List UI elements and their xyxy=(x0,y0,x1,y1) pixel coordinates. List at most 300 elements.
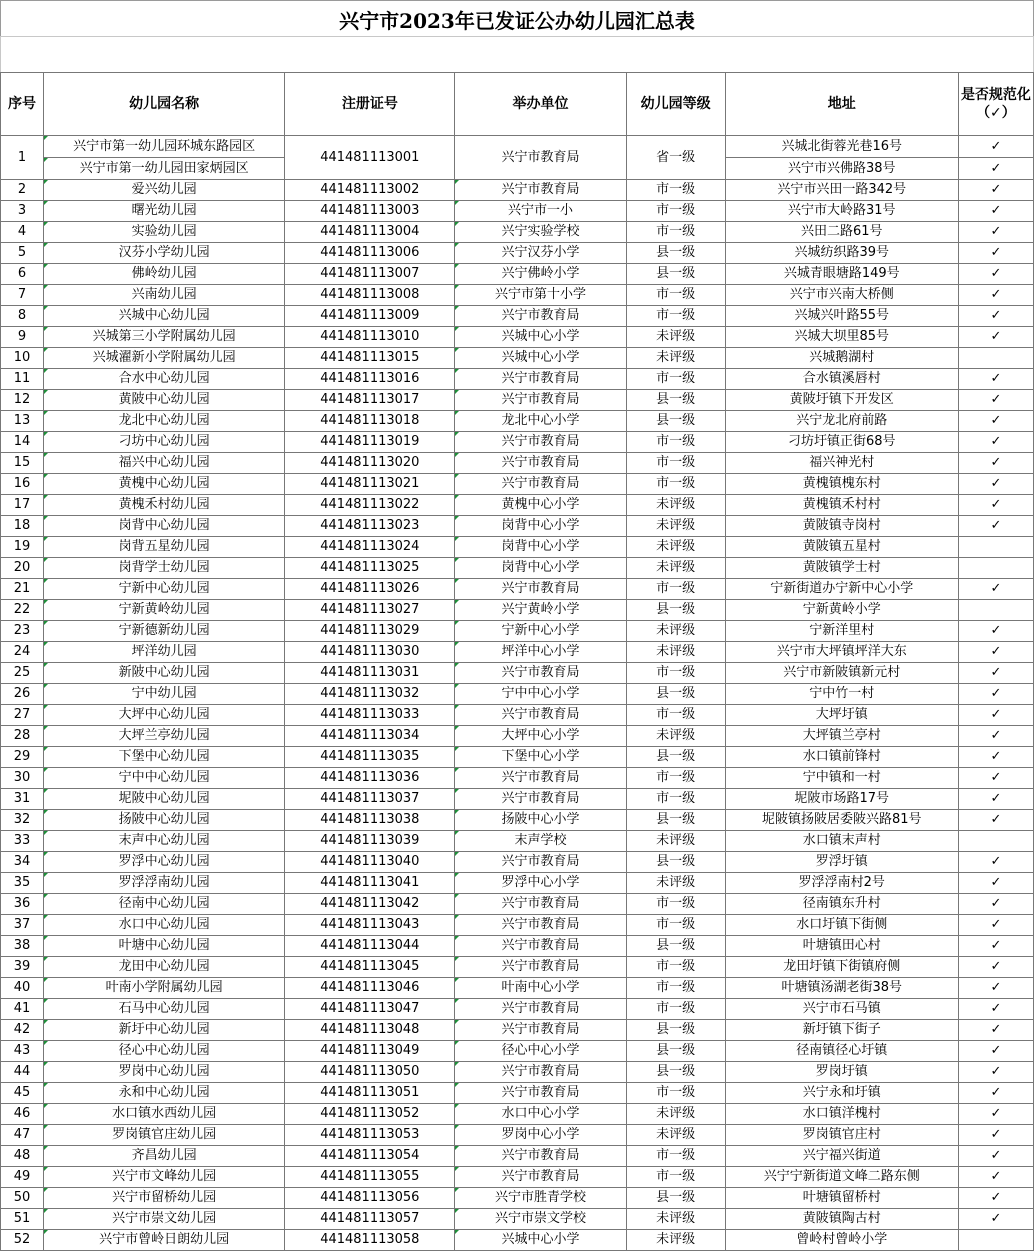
cell-level[interactable]: 县一级 xyxy=(626,390,725,411)
cell-name[interactable]: 宁中幼儿园 xyxy=(44,684,285,705)
cell-name[interactable]: 坪洋幼儿园 xyxy=(44,642,285,663)
cell-check[interactable]: ✓ xyxy=(958,873,1033,894)
cell-name[interactable]: 兴宁市曾岭日朗幼儿园 xyxy=(44,1230,285,1251)
cell-no[interactable]: 30 xyxy=(1,768,44,789)
cell-no[interactable]: 5 xyxy=(1,243,44,264)
cell-check[interactable] xyxy=(958,1230,1033,1251)
cell-address[interactable]: 黄槐镇槐东村 xyxy=(725,474,958,495)
cell-level[interactable]: 市一级 xyxy=(626,663,725,684)
cell-address[interactable]: 合水镇溪唇村 xyxy=(725,369,958,390)
cell-org[interactable]: 兴宁市教育局 xyxy=(455,306,626,327)
cell-check[interactable]: ✓ xyxy=(958,621,1033,642)
cell-level[interactable]: 市一级 xyxy=(626,579,725,600)
cell-org[interactable]: 岗背中心小学 xyxy=(455,537,626,558)
cell-name[interactable]: 兴城濯新小学附属幼儿园 xyxy=(44,348,285,369)
cell-address[interactable]: 宁中竹一村 xyxy=(725,684,958,705)
cell-org[interactable]: 水口中心小学 xyxy=(455,1104,626,1125)
cell-reg[interactable]: 441481113019 xyxy=(285,432,455,453)
cell-no[interactable]: 16 xyxy=(1,474,44,495)
cell-level[interactable]: 市一级 xyxy=(626,789,725,810)
cell-address[interactable]: 水口圩镇下街侧 xyxy=(725,915,958,936)
cell-no[interactable]: 18 xyxy=(1,516,44,537)
header-check[interactable]: 是否规范化（✓） xyxy=(958,73,1033,136)
cell-name[interactable]: 岗背中心幼儿园 xyxy=(44,516,285,537)
cell-level[interactable]: 市一级 xyxy=(626,894,725,915)
cell-check[interactable] xyxy=(958,831,1033,852)
cell-org[interactable]: 兴宁市教育局 xyxy=(455,936,626,957)
cell-reg[interactable]: 441481113046 xyxy=(285,978,455,999)
cell-reg[interactable]: 441481113039 xyxy=(285,831,455,852)
cell-check[interactable]: ✓ xyxy=(958,1020,1033,1041)
cell-level[interactable]: 未评级 xyxy=(626,1230,725,1251)
cell-check[interactable]: ✓ xyxy=(958,852,1033,873)
cell-no[interactable]: 29 xyxy=(1,747,44,768)
cell-reg[interactable]: 441481113049 xyxy=(285,1041,455,1062)
cell-level[interactable]: 市一级 xyxy=(626,201,725,222)
cell-reg[interactable]: 441481113007 xyxy=(285,264,455,285)
cell-no[interactable]: 45 xyxy=(1,1083,44,1104)
cell-name[interactable]: 叶南小学附属幼儿园 xyxy=(44,978,285,999)
cell-reg[interactable]: 441481113057 xyxy=(285,1209,455,1230)
cell-address[interactable]: 叶塘镇汤湖老街38号 xyxy=(725,978,958,999)
cell-no[interactable]: 11 xyxy=(1,369,44,390)
cell-address[interactable]: 兴城青眼塘路149号 xyxy=(725,264,958,285)
cell-no[interactable]: 37 xyxy=(1,915,44,936)
cell-reg[interactable]: 441481113032 xyxy=(285,684,455,705)
cell-address[interactable]: 罗浮浮南村2号 xyxy=(725,873,958,894)
cell-check[interactable]: ✓ xyxy=(958,957,1033,978)
cell-org[interactable]: 兴宁市教育局 xyxy=(455,768,626,789)
cell-address[interactable]: 兴宁市兴佛路38号 xyxy=(725,158,958,180)
cell-check[interactable]: ✓ xyxy=(958,915,1033,936)
cell-check[interactable]: ✓ xyxy=(958,222,1033,243)
cell-address[interactable]: 兴田二路61号 xyxy=(725,222,958,243)
cell-address[interactable]: 兴宁市新陂镇新元村 xyxy=(725,663,958,684)
cell-no[interactable]: 43 xyxy=(1,1041,44,1062)
cell-reg[interactable]: 441481113050 xyxy=(285,1062,455,1083)
cell-name[interactable]: 水口镇水西幼儿园 xyxy=(44,1104,285,1125)
cell-address[interactable]: 黄陂镇陶古村 xyxy=(725,1209,958,1230)
cell-address[interactable]: 福兴神光村 xyxy=(725,453,958,474)
cell-no[interactable]: 20 xyxy=(1,558,44,579)
cell-address[interactable]: 黄槐镇禾村村 xyxy=(725,495,958,516)
cell-check[interactable]: ✓ xyxy=(958,663,1033,684)
cell-org[interactable]: 叶南中心小学 xyxy=(455,978,626,999)
cell-address[interactable]: 兴宁福兴街道 xyxy=(725,1146,958,1167)
cell-no[interactable]: 40 xyxy=(1,978,44,999)
cell-name[interactable]: 龙北中心幼儿园 xyxy=(44,411,285,432)
cell-no[interactable]: 51 xyxy=(1,1209,44,1230)
cell-reg[interactable]: 441481113044 xyxy=(285,936,455,957)
cell-org[interactable]: 大坪中心小学 xyxy=(455,726,626,747)
cell-reg[interactable]: 441481113018 xyxy=(285,411,455,432)
cell-name[interactable]: 宁中中心幼儿园 xyxy=(44,768,285,789)
cell-reg[interactable]: 441481113025 xyxy=(285,558,455,579)
cell-reg[interactable]: 441481113026 xyxy=(285,579,455,600)
cell-check[interactable]: ✓ xyxy=(958,516,1033,537)
cell-no[interactable]: 25 xyxy=(1,663,44,684)
cell-no[interactable]: 22 xyxy=(1,600,44,621)
cell-name[interactable]: 岗背学士幼儿园 xyxy=(44,558,285,579)
cell-address[interactable]: 新圩镇下街子 xyxy=(725,1020,958,1041)
cell-org[interactable]: 兴宁市教育局 xyxy=(455,999,626,1020)
cell-address[interactable]: 宁新街道办宁新中心小学 xyxy=(725,579,958,600)
cell-level[interactable]: 市一级 xyxy=(626,1167,725,1188)
cell-check[interactable]: ✓ xyxy=(958,432,1033,453)
cell-reg[interactable]: 441481113045 xyxy=(285,957,455,978)
cell-check[interactable] xyxy=(958,348,1033,369)
cell-reg[interactable]: 441481113021 xyxy=(285,474,455,495)
cell-org[interactable]: 兴城中心小学 xyxy=(455,327,626,348)
cell-name[interactable]: 福兴中心幼儿园 xyxy=(44,453,285,474)
cell-no[interactable]: 38 xyxy=(1,936,44,957)
cell-address[interactable]: 宁新黄岭小学 xyxy=(725,600,958,621)
cell-name[interactable]: 黄槐中心幼儿园 xyxy=(44,474,285,495)
cell-address[interactable]: 曾岭村曾岭小学 xyxy=(725,1230,958,1251)
cell-check[interactable]: ✓ xyxy=(958,1146,1033,1167)
cell-no[interactable]: 48 xyxy=(1,1146,44,1167)
cell-address[interactable]: 兴宁市大岭路31号 xyxy=(725,201,958,222)
cell-org[interactable]: 岗背中心小学 xyxy=(455,558,626,579)
cell-org[interactable]: 兴城中心小学 xyxy=(455,1230,626,1251)
cell-address[interactable]: 罗岗镇官庄村 xyxy=(725,1125,958,1146)
cell-name[interactable]: 兴宁市第一幼儿园田家炳园区 xyxy=(44,158,285,180)
cell-check[interactable]: ✓ xyxy=(958,642,1033,663)
cell-reg[interactable]: 441481113047 xyxy=(285,999,455,1020)
cell-reg[interactable]: 441481113042 xyxy=(285,894,455,915)
cell-no[interactable]: 24 xyxy=(1,642,44,663)
cell-check[interactable]: ✓ xyxy=(958,1041,1033,1062)
cell-reg[interactable]: 441481113030 xyxy=(285,642,455,663)
cell-name[interactable]: 汉芬小学幼儿园 xyxy=(44,243,285,264)
cell-address[interactable]: 水口镇前锋村 xyxy=(725,747,958,768)
cell-org[interactable]: 黄槐中心小学 xyxy=(455,495,626,516)
cell-org[interactable]: 兴宁市教育局 xyxy=(455,180,626,201)
cell-reg[interactable]: 441481113041 xyxy=(285,873,455,894)
cell-address[interactable]: 兴城兴叶路55号 xyxy=(725,306,958,327)
cell-name[interactable]: 刁坊中心幼儿园 xyxy=(44,432,285,453)
cell-org[interactable]: 兴宁汉芬小学 xyxy=(455,243,626,264)
cell-org[interactable]: 兴宁黄岭小学 xyxy=(455,600,626,621)
cell-check[interactable]: ✓ xyxy=(958,978,1033,999)
cell-reg[interactable]: 441481113003 xyxy=(285,201,455,222)
cell-name[interactable]: 径南中心幼儿园 xyxy=(44,894,285,915)
cell-name[interactable]: 兴城第三小学附属幼儿园 xyxy=(44,327,285,348)
cell-level[interactable]: 未评级 xyxy=(626,726,725,747)
cell-level[interactable]: 未评级 xyxy=(626,621,725,642)
header-level[interactable]: 幼儿园等级 xyxy=(626,73,725,136)
cell-name[interactable]: 齐昌幼儿园 xyxy=(44,1146,285,1167)
cell-level[interactable]: 未评级 xyxy=(626,558,725,579)
cell-name[interactable]: 兴南幼儿园 xyxy=(44,285,285,306)
cell-no[interactable]: 13 xyxy=(1,411,44,432)
cell-address[interactable]: 刁坊圩镇正街68号 xyxy=(725,432,958,453)
cell-no[interactable]: 50 xyxy=(1,1188,44,1209)
cell-level[interactable]: 市一级 xyxy=(626,999,725,1020)
cell-level[interactable]: 市一级 xyxy=(626,369,725,390)
cell-address[interactable]: 兴宁市大坪镇坪洋大东 xyxy=(725,642,958,663)
cell-reg[interactable]: 441481113024 xyxy=(285,537,455,558)
cell-check[interactable]: ✓ xyxy=(958,894,1033,915)
cell-check[interactable] xyxy=(958,537,1033,558)
cell-check[interactable]: ✓ xyxy=(958,810,1033,831)
cell-org[interactable]: 扬陂中心小学 xyxy=(455,810,626,831)
cell-name[interactable]: 罗浮中心幼儿园 xyxy=(44,852,285,873)
cell-no[interactable]: 41 xyxy=(1,999,44,1020)
cell-check[interactable]: ✓ xyxy=(958,474,1033,495)
cell-level[interactable]: 未评级 xyxy=(626,1104,725,1125)
cell-org[interactable]: 兴宁市教育局 xyxy=(455,852,626,873)
cell-name[interactable]: 黄陂中心幼儿园 xyxy=(44,390,285,411)
cell-check[interactable]: ✓ xyxy=(958,136,1033,158)
cell-level[interactable]: 县一级 xyxy=(626,1020,725,1041)
cell-address[interactable]: 兴宁市石马镇 xyxy=(725,999,958,1020)
cell-reg[interactable]: 441481113016 xyxy=(285,369,455,390)
cell-org[interactable]: 兴宁市教育局 xyxy=(455,390,626,411)
cell-level[interactable]: 市一级 xyxy=(626,957,725,978)
cell-reg[interactable]: 441481113004 xyxy=(285,222,455,243)
cell-check[interactable]: ✓ xyxy=(958,768,1033,789)
cell-no[interactable]: 32 xyxy=(1,810,44,831)
cell-reg[interactable]: 441481113031 xyxy=(285,663,455,684)
cell-org[interactable]: 兴宁市教育局 xyxy=(455,957,626,978)
cell-level[interactable]: 市一级 xyxy=(626,453,725,474)
cell-level[interactable]: 县一级 xyxy=(626,936,725,957)
cell-reg[interactable]: 441481113029 xyxy=(285,621,455,642)
cell-org[interactable]: 兴宁市教育局 xyxy=(455,1167,626,1188)
cell-no[interactable]: 44 xyxy=(1,1062,44,1083)
cell-no[interactable]: 15 xyxy=(1,453,44,474)
cell-reg[interactable]: 441481113033 xyxy=(285,705,455,726)
cell-org[interactable]: 兴宁实验学校 xyxy=(455,222,626,243)
cell-no[interactable]: 28 xyxy=(1,726,44,747)
cell-org[interactable]: 兴宁市教育局 xyxy=(455,789,626,810)
cell-no[interactable]: 2 xyxy=(1,180,44,201)
cell-level[interactable]: 市一级 xyxy=(626,285,725,306)
cell-no[interactable]: 1 xyxy=(1,136,44,180)
cell-address[interactable]: 径南镇东升村 xyxy=(725,894,958,915)
header-reg[interactable]: 注册证号 xyxy=(285,73,455,136)
cell-check[interactable]: ✓ xyxy=(958,1209,1033,1230)
cell-reg[interactable]: 441481113022 xyxy=(285,495,455,516)
cell-name[interactable]: 宁新德新幼儿园 xyxy=(44,621,285,642)
cell-address[interactable]: 兴宁永和圩镇 xyxy=(725,1083,958,1104)
cell-reg[interactable]: 441481113010 xyxy=(285,327,455,348)
cell-check[interactable]: ✓ xyxy=(958,1125,1033,1146)
cell-name[interactable]: 大坪兰亭幼儿园 xyxy=(44,726,285,747)
cell-reg[interactable]: 441481113034 xyxy=(285,726,455,747)
cell-name[interactable]: 爱兴幼儿园 xyxy=(44,180,285,201)
cell-reg[interactable]: 441481113040 xyxy=(285,852,455,873)
cell-reg[interactable]: 441481113055 xyxy=(285,1167,455,1188)
cell-no[interactable]: 17 xyxy=(1,495,44,516)
cell-check[interactable]: ✓ xyxy=(958,579,1033,600)
cell-org[interactable]: 兴宁市教育局 xyxy=(455,136,626,180)
cell-reg[interactable]: 441481113058 xyxy=(285,1230,455,1251)
cell-level[interactable]: 县一级 xyxy=(626,852,725,873)
cell-level[interactable]: 未评级 xyxy=(626,642,725,663)
cell-name[interactable]: 兴宁市崇文幼儿园 xyxy=(44,1209,285,1230)
cell-level[interactable]: 未评级 xyxy=(626,1209,725,1230)
cell-org[interactable]: 罗浮中心小学 xyxy=(455,873,626,894)
cell-level[interactable]: 市一级 xyxy=(626,222,725,243)
cell-address[interactable]: 水口镇洋槐村 xyxy=(725,1104,958,1125)
cell-level[interactable]: 市一级 xyxy=(626,474,725,495)
cell-name[interactable]: 佛岭幼儿园 xyxy=(44,264,285,285)
header-org[interactable]: 举办单位 xyxy=(455,73,626,136)
cell-level[interactable]: 县一级 xyxy=(626,600,725,621)
cell-check[interactable]: ✓ xyxy=(958,411,1033,432)
cell-check[interactable]: ✓ xyxy=(958,747,1033,768)
cell-address[interactable]: 宁新洋里村 xyxy=(725,621,958,642)
cell-address[interactable]: 兴城纺织路39号 xyxy=(725,243,958,264)
cell-level[interactable]: 市一级 xyxy=(626,978,725,999)
cell-check[interactable]: ✓ xyxy=(958,999,1033,1020)
cell-check[interactable] xyxy=(958,600,1033,621)
cell-no[interactable]: 47 xyxy=(1,1125,44,1146)
cell-name[interactable]: 实验幼儿园 xyxy=(44,222,285,243)
cell-no[interactable]: 33 xyxy=(1,831,44,852)
cell-no[interactable]: 19 xyxy=(1,537,44,558)
cell-address[interactable]: 坭陂市场路17号 xyxy=(725,789,958,810)
cell-level[interactable]: 市一级 xyxy=(626,915,725,936)
cell-org[interactable]: 兴宁市教育局 xyxy=(455,705,626,726)
cell-level[interactable]: 市一级 xyxy=(626,432,725,453)
cell-org[interactable]: 兴宁市教育局 xyxy=(455,453,626,474)
cell-address[interactable]: 罗浮圩镇 xyxy=(725,852,958,873)
cell-level[interactable]: 县一级 xyxy=(626,1188,725,1209)
cell-check[interactable]: ✓ xyxy=(958,1188,1033,1209)
cell-level[interactable]: 县一级 xyxy=(626,810,725,831)
cell-address[interactable]: 黄陂镇五星村 xyxy=(725,537,958,558)
cell-reg[interactable]: 441481113053 xyxy=(285,1125,455,1146)
cell-no[interactable]: 39 xyxy=(1,957,44,978)
cell-no[interactable]: 9 xyxy=(1,327,44,348)
header-address[interactable]: 地址 xyxy=(725,73,958,136)
cell-reg[interactable]: 441481113023 xyxy=(285,516,455,537)
cell-no[interactable]: 49 xyxy=(1,1167,44,1188)
cell-address[interactable]: 径南镇径心圩镇 xyxy=(725,1041,958,1062)
cell-org[interactable]: 兴宁市胜青学校 xyxy=(455,1188,626,1209)
cell-reg[interactable]: 441481113035 xyxy=(285,747,455,768)
cell-no[interactable]: 12 xyxy=(1,390,44,411)
cell-no[interactable]: 7 xyxy=(1,285,44,306)
cell-check[interactable]: ✓ xyxy=(958,1083,1033,1104)
cell-name[interactable]: 兴城中心幼儿园 xyxy=(44,306,285,327)
cell-check[interactable]: ✓ xyxy=(958,180,1033,201)
cell-level[interactable]: 县一级 xyxy=(626,1041,725,1062)
cell-org[interactable]: 兴宁市崇文学校 xyxy=(455,1209,626,1230)
cell-name[interactable]: 水口中心幼儿园 xyxy=(44,915,285,936)
cell-level[interactable]: 县一级 xyxy=(626,243,725,264)
cell-level[interactable]: 县一级 xyxy=(626,684,725,705)
cell-address[interactable]: 水口镇末声村 xyxy=(725,831,958,852)
cell-no[interactable]: 52 xyxy=(1,1230,44,1251)
cell-name[interactable]: 叶塘中心幼儿园 xyxy=(44,936,285,957)
cell-name[interactable]: 兴宁市文峰幼儿园 xyxy=(44,1167,285,1188)
cell-check[interactable] xyxy=(958,558,1033,579)
cell-org[interactable]: 兴宁市教育局 xyxy=(455,579,626,600)
cell-check[interactable]: ✓ xyxy=(958,453,1033,474)
cell-no[interactable]: 31 xyxy=(1,789,44,810)
cell-address[interactable]: 叶塘镇田心村 xyxy=(725,936,958,957)
cell-no[interactable]: 6 xyxy=(1,264,44,285)
cell-name[interactable]: 永和中心幼儿园 xyxy=(44,1083,285,1104)
cell-level[interactable]: 县一级 xyxy=(626,264,725,285)
cell-check[interactable]: ✓ xyxy=(958,936,1033,957)
cell-address[interactable]: 龙田圩镇下街镇府侧 xyxy=(725,957,958,978)
cell-name[interactable]: 新圩中心幼儿园 xyxy=(44,1020,285,1041)
cell-level[interactable]: 未评级 xyxy=(626,348,725,369)
cell-address[interactable]: 兴宁龙北府前路 xyxy=(725,411,958,432)
cell-org[interactable]: 兴宁市教育局 xyxy=(455,663,626,684)
cell-no[interactable]: 10 xyxy=(1,348,44,369)
header-name[interactable]: 幼儿园名称 xyxy=(44,73,285,136)
cell-level[interactable]: 未评级 xyxy=(626,495,725,516)
cell-org[interactable]: 兴宁市教育局 xyxy=(455,1020,626,1041)
cell-reg[interactable]: 441481113006 xyxy=(285,243,455,264)
cell-check[interactable]: ✓ xyxy=(958,726,1033,747)
cell-no[interactable]: 3 xyxy=(1,201,44,222)
cell-check[interactable]: ✓ xyxy=(958,1104,1033,1125)
cell-check[interactable]: ✓ xyxy=(958,158,1033,180)
cell-level[interactable]: 市一级 xyxy=(626,306,725,327)
cell-reg[interactable]: 441481113015 xyxy=(285,348,455,369)
cell-no[interactable]: 46 xyxy=(1,1104,44,1125)
cell-address[interactable]: 兴宁市兴南大桥侧 xyxy=(725,285,958,306)
cell-address[interactable]: 宁中镇和一村 xyxy=(725,768,958,789)
cell-org[interactable]: 兴宁市教育局 xyxy=(455,474,626,495)
cell-check[interactable]: ✓ xyxy=(958,201,1033,222)
cell-level[interactable]: 市一级 xyxy=(626,705,725,726)
cell-level[interactable]: 市一级 xyxy=(626,1083,725,1104)
cell-org[interactable]: 兴宁市教育局 xyxy=(455,1146,626,1167)
cell-name[interactable]: 石马中心幼儿园 xyxy=(44,999,285,1020)
cell-check[interactable]: ✓ xyxy=(958,1062,1033,1083)
cell-org[interactable]: 宁新中心小学 xyxy=(455,621,626,642)
cell-address[interactable]: 黄陂镇学士村 xyxy=(725,558,958,579)
cell-name[interactable]: 曙光幼儿园 xyxy=(44,201,285,222)
cell-name[interactable]: 径心中心幼儿园 xyxy=(44,1041,285,1062)
cell-name[interactable]: 宁新中心幼儿园 xyxy=(44,579,285,600)
cell-name[interactable]: 兴宁市留桥幼儿园 xyxy=(44,1188,285,1209)
cell-reg[interactable]: 441481113009 xyxy=(285,306,455,327)
cell-level[interactable]: 未评级 xyxy=(626,537,725,558)
cell-address[interactable]: 兴城鹅湖村 xyxy=(725,348,958,369)
cell-org[interactable]: 罗岗中心小学 xyxy=(455,1125,626,1146)
cell-address[interactable]: 黄陂镇寺岗村 xyxy=(725,516,958,537)
cell-name[interactable]: 罗浮浮南幼儿园 xyxy=(44,873,285,894)
cell-check[interactable]: ✓ xyxy=(958,684,1033,705)
cell-name[interactable]: 宁新黄岭幼儿园 xyxy=(44,600,285,621)
cell-level[interactable]: 市一级 xyxy=(626,768,725,789)
cell-name[interactable]: 坭陂中心幼儿园 xyxy=(44,789,285,810)
cell-name[interactable]: 龙田中心幼儿园 xyxy=(44,957,285,978)
header-no[interactable]: 序号 xyxy=(1,73,44,136)
cell-check[interactable]: ✓ xyxy=(958,390,1033,411)
cell-org[interactable]: 径心中心小学 xyxy=(455,1041,626,1062)
cell-name[interactable]: 扬陂中心幼儿园 xyxy=(44,810,285,831)
cell-org[interactable]: 兴宁市教育局 xyxy=(455,1083,626,1104)
cell-check[interactable]: ✓ xyxy=(958,705,1033,726)
cell-org[interactable]: 宁中中心小学 xyxy=(455,684,626,705)
cell-no[interactable]: 23 xyxy=(1,621,44,642)
cell-level[interactable]: 未评级 xyxy=(626,327,725,348)
cell-org[interactable]: 坪洋中心小学 xyxy=(455,642,626,663)
cell-level[interactable]: 省一级 xyxy=(626,136,725,180)
cell-check[interactable]: ✓ xyxy=(958,327,1033,348)
cell-address[interactable]: 兴宁市兴田一路342号 xyxy=(725,180,958,201)
